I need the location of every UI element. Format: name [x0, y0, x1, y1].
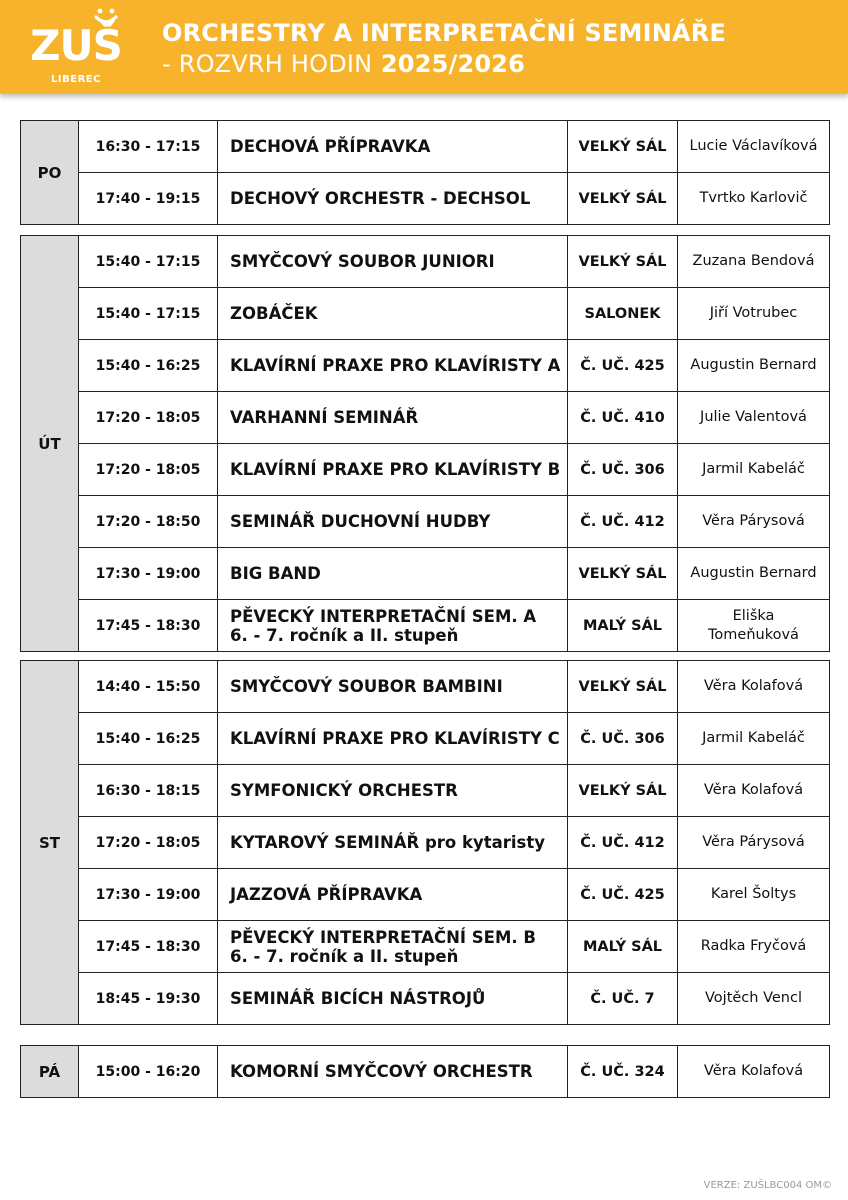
ensemble-name-line: SEMINÁŘ BICÍCH NÁSTROJŮ [230, 989, 486, 1008]
day-label: PO [21, 121, 79, 225]
day-table [20, 235, 830, 652]
ensemble-name-line: JAZZOVÁ PŘÍPRAVKA [230, 885, 423, 904]
title-line-1: ORCHESTRY A INTERPRETAČNÍ SEMINÁŘE [162, 19, 727, 47]
ensemble-name [218, 661, 568, 713]
time-cell: 18:45 - 19:30 [79, 973, 218, 1025]
time-cell: 15:40 - 16:25 [79, 340, 218, 392]
teacher-cell [678, 765, 830, 817]
teacher-name: Věra Párysová [702, 513, 805, 529]
room-cell: Č. UČ. 412 [568, 817, 678, 869]
teacher-cell [678, 661, 830, 713]
teacher-cell [678, 173, 830, 225]
teacher-cell [678, 869, 830, 921]
time-cell: 15:40 - 16:25 [79, 713, 218, 765]
ensemble-subtitle: 6. - 7. ročník a II. stupeň [230, 946, 459, 966]
ensemble-name [218, 288, 568, 340]
ensemble-name-line: SMYČCOVÝ SOUBOR BAMBINI [230, 677, 503, 696]
teacher-cell [678, 288, 830, 340]
teacher-name: Věra Párysová [702, 834, 805, 850]
schedule-row [21, 288, 830, 340]
teacher-name: Augustin Bernard [690, 357, 817, 373]
page-title [162, 18, 726, 80]
teacher-name: Karel Šoltys [710, 886, 797, 902]
room-cell: Č. UČ. 410 [568, 392, 678, 444]
schedule-row [21, 973, 830, 1025]
schedule-row [21, 713, 830, 765]
ensemble-name-line: VARHANNÍ SEMINÁŘ [230, 408, 419, 427]
time-cell: 16:30 - 17:15 [79, 121, 218, 173]
schedule-row [21, 869, 830, 921]
title-prefix: - ROZVRH HODIN [162, 50, 373, 78]
teacher-cell [678, 392, 830, 444]
title-year: 2025/2026 [380, 50, 526, 78]
ensemble-name-line: SYMFONICKÝ ORCHESTR [230, 781, 458, 800]
header-bar [0, 0, 848, 94]
schedule-row [21, 340, 830, 392]
ensemble-name [218, 392, 568, 444]
schedule-row [21, 765, 830, 817]
ensemble-subtitle: 6. - 7. ročník a II. stupeň [230, 625, 459, 645]
ensemble-name-line: PĚVECKÝ INTERPRETAČNÍ SEM. A [230, 606, 537, 626]
teacher-surname: Tomeňuková [708, 626, 799, 643]
teacher-cell [678, 496, 830, 548]
time-cell: 17:20 - 18:05 [79, 444, 218, 496]
room-cell: VELKÝ SÁL [568, 236, 678, 288]
room-cell: VELKÝ SÁL [568, 548, 678, 600]
teacher-cell [678, 1046, 830, 1098]
room-cell: Č. UČ. 324 [568, 1046, 678, 1098]
room-cell: Č. UČ. 306 [568, 444, 678, 496]
teacher-name: Lucie Václavíková [689, 138, 818, 154]
time-cell: 17:45 - 18:30 [79, 921, 218, 973]
schedule-row [21, 600, 830, 652]
day-table [20, 120, 830, 225]
ensemble-name [218, 765, 568, 817]
ensemble-name-line: DECHOVÁ PŘÍPRAVKA [230, 137, 431, 156]
time-cell: 17:30 - 19:00 [79, 869, 218, 921]
room-cell: Č. UČ. 7 [568, 973, 678, 1025]
teacher-cell [678, 444, 830, 496]
teacher-name: Augustin Bernard [690, 565, 817, 581]
ensemble-name [218, 444, 568, 496]
ensemble-name-line: SMYČCOVÝ SOUBOR JUNIORI [230, 252, 495, 271]
ensemble-name-line: KOMORNÍ SMYČCOVÝ ORCHESTR [230, 1062, 533, 1081]
ensemble-name [218, 921, 568, 973]
day-table [20, 660, 830, 1025]
ensemble-name [218, 869, 568, 921]
room-cell: VELKÝ SÁL [568, 765, 678, 817]
schedule-row [21, 236, 830, 288]
day-label: ÚT [21, 236, 79, 652]
school-logo [20, 6, 132, 90]
ensemble-name-line: PĚVECKÝ INTERPRETAČNÍ SEM. B [230, 927, 536, 947]
time-cell: 16:30 - 18:15 [79, 765, 218, 817]
version-note: VERZE: ZUŠLBC004 OM© [703, 1180, 832, 1191]
schedule-row [21, 173, 830, 225]
title-line-2 [162, 49, 726, 80]
schedule-row [21, 817, 830, 869]
ensemble-name-line: SEMINÁŘ DUCHOVNÍ HUDBY [230, 512, 491, 531]
schedule-row [21, 392, 830, 444]
teacher-cell [678, 713, 830, 765]
day-label: PÁ [21, 1046, 79, 1098]
ensemble-name [218, 713, 568, 765]
teacher-name: Věra Kolafová [703, 782, 804, 798]
teacher-cell [678, 121, 830, 173]
time-cell: 17:45 - 18:30 [79, 600, 218, 652]
ensemble-name-line: DECHOVÝ ORCHESTR - DECHSOL [230, 189, 531, 208]
schedule-row [21, 661, 830, 713]
room-cell: Č. UČ. 425 [568, 340, 678, 392]
teacher-cell [678, 921, 830, 973]
time-cell: 15:40 - 17:15 [79, 236, 218, 288]
time-cell: 15:00 - 16:20 [79, 1046, 218, 1098]
ensemble-name [218, 548, 568, 600]
teacher-name: Jarmil Kabeláč [702, 461, 805, 477]
room-cell: MALÝ SÁL [568, 921, 678, 973]
ensemble-name [218, 121, 568, 173]
ensemble-name [218, 340, 568, 392]
ensemble-name [218, 1046, 568, 1098]
teacher-name: Radka Fryčová [700, 938, 807, 954]
teacher-name: Tvrtko Karlovič [699, 190, 808, 206]
teacher-cell [678, 973, 830, 1025]
teacher-name: Zuzana Bendová [692, 253, 815, 269]
schedule-row [21, 121, 830, 173]
time-cell: 17:20 - 18:50 [79, 496, 218, 548]
teacher-cell [678, 817, 830, 869]
room-cell: VELKÝ SÁL [568, 173, 678, 225]
teacher-name: Věra Kolafová [703, 678, 804, 694]
time-cell: 17:40 - 19:15 [79, 173, 218, 225]
day-table [20, 1045, 830, 1098]
teacher-name: Vojtěch Vencl [705, 990, 802, 1006]
logo-text: ZUŠ [30, 21, 122, 70]
time-cell: 17:20 - 18:05 [79, 392, 218, 444]
room-cell: Č. UČ. 306 [568, 713, 678, 765]
room-cell: SALONEK [568, 288, 678, 340]
schedule-row [21, 444, 830, 496]
room-cell: MALÝ SÁL [568, 600, 678, 652]
schedule-row [21, 496, 830, 548]
ensemble-name-line: BIG BAND [230, 564, 321, 583]
teacher-name: Věra Kolafová [703, 1063, 804, 1079]
ensemble-name [218, 600, 568, 652]
teacher-name: Jiří Votrubec [709, 305, 798, 321]
ensemble-name-line: KLAVÍRNÍ PRAXE PRO KLAVÍRISTY B [230, 460, 561, 479]
teacher-cell [678, 236, 830, 288]
room-cell: VELKÝ SÁL [568, 661, 678, 713]
room-cell: Č. UČ. 425 [568, 869, 678, 921]
ensemble-name [218, 973, 568, 1025]
schedule-row [21, 548, 830, 600]
ensemble-name-line: ZOBÁČEK [230, 304, 318, 323]
teacher-cell [678, 600, 830, 652]
teacher-name: Jarmil Kabeláč [702, 730, 805, 746]
teacher-name: Julie Valentová [700, 409, 807, 425]
room-cell: VELKÝ SÁL [568, 121, 678, 173]
time-cell: 17:30 - 19:00 [79, 548, 218, 600]
ensemble-name-line: KLAVÍRNÍ PRAXE PRO KLAVÍRISTY C [230, 729, 560, 748]
teacher-name: Eliška [732, 607, 775, 624]
ensemble-name-line: KLAVÍRNÍ PRAXE PRO KLAVÍRISTY A [230, 356, 561, 375]
teacher-cell [678, 340, 830, 392]
ensemble-name [218, 173, 568, 225]
time-cell: 17:20 - 18:05 [79, 817, 218, 869]
schedule-row [21, 921, 830, 973]
day-label: ST [21, 661, 79, 1025]
ensemble-name [218, 817, 568, 869]
logo-subtitle: LIBEREC [51, 74, 101, 85]
ensemble-name [218, 496, 568, 548]
time-cell: 15:40 - 17:15 [79, 288, 218, 340]
ensemble-name [218, 236, 568, 288]
schedule-row [21, 1046, 830, 1098]
room-cell: Č. UČ. 412 [568, 496, 678, 548]
time-cell: 14:40 - 15:50 [79, 661, 218, 713]
teacher-cell [678, 548, 830, 600]
ensemble-name-line: KYTAROVÝ SEMINÁŘ pro kytaristy [230, 833, 546, 852]
